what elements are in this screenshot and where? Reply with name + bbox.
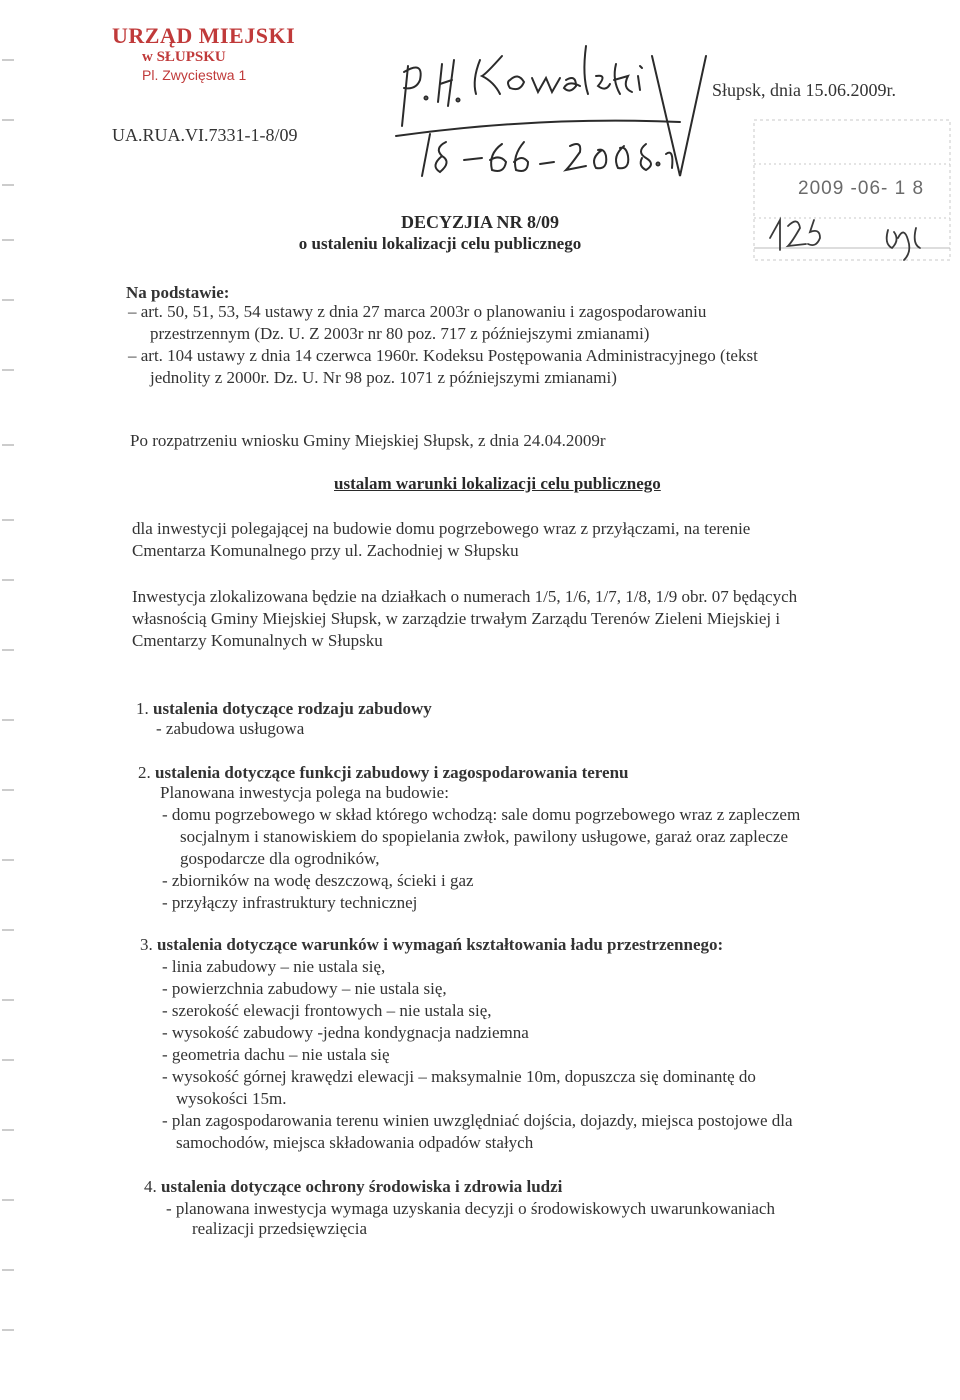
basis-item-2-line-1: – art. 104 ustawy z dnia 14 czerwca 1960r. Kodeksu Postępowania Administracyjnego (tekst <box>128 346 758 365</box>
section-2-heading <box>138 762 629 784</box>
section-4-number: 4. <box>144 1177 157 1196</box>
office-name: URZĄD MIEJSKI <box>112 23 296 48</box>
section-2-number: 2. <box>138 763 151 782</box>
section-3-number: 3. <box>140 935 153 954</box>
section-1-number: 1. <box>136 699 149 718</box>
basis-item-2-line-2: jednolity z 2000r. Dz. U. Nr 98 poz. 1071 z późniejszymi zmianami) <box>150 368 617 387</box>
office-stamp <box>112 24 342 84</box>
section-3-item-5: - geometria dachu – nie ustala się <box>162 1045 390 1064</box>
scan-margin-ticks <box>0 0 20 1400</box>
section-2-item-2: - zbiorników na wodę deszczową, ścieki i gaz <box>162 871 474 890</box>
section-2-item-3: - przyłączy infrastruktury technicznej <box>162 893 418 912</box>
section-3-item-6-line-2: wysokości 15m. <box>176 1089 287 1108</box>
decision-heading: ustalam warunki lokalizacji celu publicznego <box>334 474 661 493</box>
section-3-item-4: - wysokość zabudowy -jedna kondygnacja nadziemna <box>162 1023 529 1042</box>
office-address: Pl. Zwycięstwa 1 <box>142 67 247 83</box>
section-1-title: ustalenia dotyczące rodzaju zabudowy <box>153 699 432 718</box>
investment-line-2: Cmentarza Komunalnego przy ul. Zachodniej w Słupsku <box>132 541 519 560</box>
section-1-item: - zabudowa usługowa <box>156 719 305 738</box>
section-2-item-1-line-3: gospodarcze dla ogrodników, <box>180 849 380 868</box>
decision-title: DECYZJIA NR 8/09 <box>400 212 560 232</box>
basis-heading: Na podstawie: <box>126 283 230 302</box>
section-3-item-3: - szerokość elewacji frontowych – nie ustala się, <box>162 1001 492 1020</box>
section-4-item-1-line-2: realizacji przedsięwzięcia <box>192 1219 368 1238</box>
section-3-item-7-line-1: - plan zagospodarowania terenu winien uwzględniać dojścia, dojazdy, miejsca postojowe dla <box>162 1111 793 1130</box>
section-3-item-6-line-1: - wysokość górnej krawędzi elewacji – maksymalnie 10m, dopuszcza się dominantę do <box>162 1067 756 1086</box>
location-line-3: Cmentarzy Komunalnych w Słupsku <box>132 631 383 650</box>
section-3-item-1: - linia zabudowy – nie ustala się, <box>162 957 386 976</box>
section-4-item-1-line-1: - planowana inwestycja wymaga uzyskania decyzji o środowiskowych uwarunkowaniach <box>166 1199 775 1218</box>
section-3-heading <box>140 934 723 956</box>
place-and-date: Słupsk, dnia 15.06.2009r. <box>712 80 897 100</box>
section-1-heading <box>136 698 432 720</box>
section-3-title: ustalenia dotyczące warunków i wymagań kształtowania ładu przestrzennego: <box>157 935 724 954</box>
location-line-2: własnością Gminy Miejskiej Słupsk, w zarządzie trwałym Zarządu Terenów Zieleni Miejskiej i <box>132 609 781 628</box>
section-4-title: ustalenia dotyczące ochrony środowiska i zdrowia ludzi <box>161 1177 563 1196</box>
handwritten-annotation <box>390 36 710 186</box>
section-3-item-2: - powierzchnia zabudowy – nie ustala się, <box>162 979 447 998</box>
location-line-1: Inwestycja zlokalizowana będzie na działkach o numerach 1/5, 1/6, 1/7, 1/8, 1/9 obr. 07 będących <box>132 587 798 606</box>
basis-item-1-line-1: – art. 50, 51, 53, 54 ustawy z dnia 27 marca 2003r o planowaniu i zagospodarowaniu <box>128 302 707 321</box>
office-city: w SŁUPSKU <box>142 49 226 65</box>
section-3-item-7-line-2: samochodów, miejsca składowania odpadów stałych <box>176 1133 534 1152</box>
request-text: Po rozpatrzeniu wniosku Gminy Miejskiej Słupsk, z dnia 24.04.2009r <box>130 431 606 450</box>
decision-subtitle: o ustaleniu lokalizacji celu publicznego <box>298 234 582 253</box>
reference-number: UA.RUA.VI.7331-1-8/09 <box>112 125 298 145</box>
section-2-intro: Planowana inwestycja polega na budowie: <box>160 783 449 802</box>
basis-item-1-line-2: przestrzennym (Dz. U. Z 2003r nr 80 poz. 717 z późniejszymi zmianami) <box>150 324 650 343</box>
section-2-item-1-line-1: - domu pogrzebowego w skład którego wchodzą: sale domu pogrzebowego wraz z zapleczem <box>162 805 801 824</box>
section-2-title: ustalenia dotyczące funkcji zabudowy i zagospodarowania terenu <box>155 763 629 782</box>
investment-line-1: dla inwestycji polegającej na budowie domu pogrzebowego wraz z przyłączami, na terenie <box>132 519 751 538</box>
received-stamp-date: 2009 -06- 1 8 <box>798 178 925 199</box>
section-2-item-1-line-2: socjalnym i stanowiskiem do spopielania zwłok, pawilony usługowe, garaż oraz zaplecze <box>180 827 789 846</box>
section-4-heading <box>144 1176 562 1198</box>
